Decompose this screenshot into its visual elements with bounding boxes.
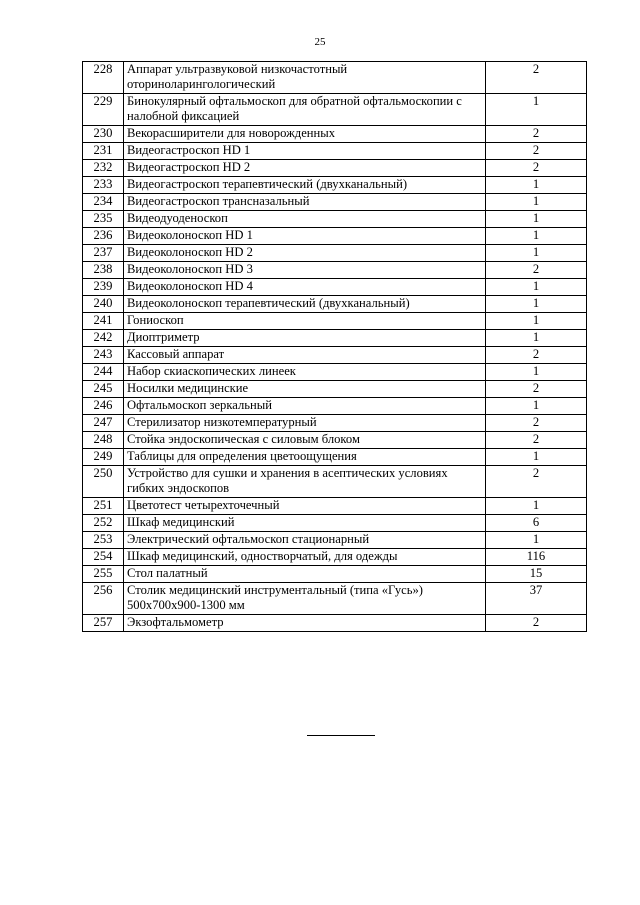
row-number-cell: 240 [83,296,124,313]
table-row [83,381,587,398]
item-name-cell: Стол палатный [124,566,486,583]
item-name-cell: Аппарат ультразвуковой низкочастотный оториноларингологический [124,62,486,94]
quantity-cell: 37 [486,583,587,615]
table-row [83,532,587,549]
quantity-cell: 1 [486,177,587,194]
row-number-cell: 245 [83,381,124,398]
table-row [83,228,587,245]
item-name-cell: Видеогастроскоп трансназальный [124,194,486,211]
row-number-cell: 254 [83,549,124,566]
quantity-cell: 1 [486,211,587,228]
item-name-cell: Видеогастроскоп HD 1 [124,143,486,160]
row-number-cell: 256 [83,583,124,615]
table-row [83,94,587,126]
quantity-cell: 1 [486,228,587,245]
table-row [83,177,587,194]
row-number-cell: 228 [83,62,124,94]
item-name-cell: Столик медицинский инструментальный (типа «Гусь») 500x700x900-1300 мм [124,583,486,615]
row-number-cell: 232 [83,160,124,177]
row-number-cell: 249 [83,449,124,466]
item-name-cell: Кассовый аппарат [124,347,486,364]
table-row [83,143,587,160]
item-name-cell: Носилки медицинские [124,381,486,398]
table-row [83,466,587,498]
item-name-cell: Набор скиаскопических линеек [124,364,486,381]
row-number-cell: 247 [83,415,124,432]
table-row [83,245,587,262]
table-row [83,262,587,279]
table-row [83,415,587,432]
quantity-cell: 1 [486,449,587,466]
row-number-cell: 229 [83,94,124,126]
quantity-cell: 1 [486,330,587,347]
item-name-cell: Видеоколоноскоп HD 3 [124,262,486,279]
row-number-cell: 241 [83,313,124,330]
item-name-cell: Видеогастроскоп HD 2 [124,160,486,177]
table-row [83,515,587,532]
table-row [83,347,587,364]
item-name-cell: Таблицы для определения цветоощущения [124,449,486,466]
quantity-cell: 2 [486,381,587,398]
quantity-cell: 2 [486,432,587,449]
quantity-cell: 2 [486,160,587,177]
quantity-cell: 1 [486,245,587,262]
quantity-cell: 116 [486,549,587,566]
quantity-cell: 1 [486,498,587,515]
item-name-cell: Видеоколоноскоп HD 1 [124,228,486,245]
row-number-cell: 250 [83,466,124,498]
row-number-cell: 252 [83,515,124,532]
table-row [83,398,587,415]
item-name-cell: Видеоколоноскоп HD 4 [124,279,486,296]
item-name-cell: Цветотест четырехточечный [124,498,486,515]
table-row [83,449,587,466]
table-row [83,62,587,94]
item-name-cell: Видеогастроскоп терапевтический (двухканальный) [124,177,486,194]
item-name-cell: Видеоколоноскоп терапевтический (двухканальный) [124,296,486,313]
quantity-cell: 15 [486,566,587,583]
quantity-cell: 2 [486,62,587,94]
row-number-cell: 233 [83,177,124,194]
quantity-cell: 2 [486,126,587,143]
table-row [83,615,587,632]
row-number-cell: 246 [83,398,124,415]
row-number-cell: 231 [83,143,124,160]
quantity-cell: 1 [486,313,587,330]
item-name-cell: Бинокулярный офтальмоскоп для обратной офтальмоскопии с налобной фиксацией [124,94,486,126]
item-name-cell: Электрический офтальмоскоп стационарный [124,532,486,549]
row-number-cell: 248 [83,432,124,449]
quantity-cell: 1 [486,296,587,313]
quantity-cell: 2 [486,466,587,498]
quantity-cell: 1 [486,94,587,126]
row-number-cell: 244 [83,364,124,381]
row-number-cell: 237 [83,245,124,262]
table-row [83,296,587,313]
row-number-cell: 238 [83,262,124,279]
table-row [83,566,587,583]
quantity-cell: 1 [486,194,587,211]
row-number-cell: 234 [83,194,124,211]
quantity-cell: 2 [486,347,587,364]
table-row [83,279,587,296]
table-row [83,313,587,330]
end-of-document-line [307,735,375,736]
row-number-cell: 253 [83,532,124,549]
quantity-cell: 1 [486,532,587,549]
row-number-cell: 239 [83,279,124,296]
item-name-cell: Офтальмоскоп зеркальный [124,398,486,415]
table-row [83,160,587,177]
row-number-cell: 255 [83,566,124,583]
table-row [83,498,587,515]
row-number-cell: 236 [83,228,124,245]
quantity-cell: 6 [486,515,587,532]
row-number-cell: 242 [83,330,124,347]
item-name-cell: Экзофтальмометр [124,615,486,632]
item-name-cell: Стерилизатор низкотемпературный [124,415,486,432]
item-name-cell: Шкаф медицинский, одностворчатый, для одежды [124,549,486,566]
table-row [83,211,587,228]
table-row [83,364,587,381]
item-name-cell: Видеоколоноскоп HD 2 [124,245,486,262]
table-row [83,432,587,449]
table-row [83,583,587,615]
row-number-cell: 243 [83,347,124,364]
row-number-cell: 251 [83,498,124,515]
quantity-cell: 2 [486,262,587,279]
item-name-cell: Диоптриметр [124,330,486,347]
quantity-cell: 2 [486,415,587,432]
item-name-cell: Стойка эндоскопическая с силовым блоком [124,432,486,449]
table-row [83,330,587,347]
quantity-cell: 2 [486,615,587,632]
quantity-cell: 1 [486,398,587,415]
item-name-cell: Шкаф медицинский [124,515,486,532]
quantity-cell: 1 [486,279,587,296]
row-number-cell: 235 [83,211,124,228]
page-number: 25 [314,36,326,48]
row-number-cell: 257 [83,615,124,632]
table-row [83,194,587,211]
equipment-table [82,61,587,632]
table-row [83,549,587,566]
row-number-cell: 230 [83,126,124,143]
item-name-cell: Гониоскоп [124,313,486,330]
item-name-cell: Векорасширители для новорожденных [124,126,486,143]
table-row [83,126,587,143]
quantity-cell: 2 [486,143,587,160]
item-name-cell: Устройство для сушки и хранения в асептических условиях гибких эндоскопов [124,466,486,498]
item-name-cell: Видеодуоденоскоп [124,211,486,228]
quantity-cell: 1 [486,364,587,381]
equipment-table-body [83,62,587,632]
